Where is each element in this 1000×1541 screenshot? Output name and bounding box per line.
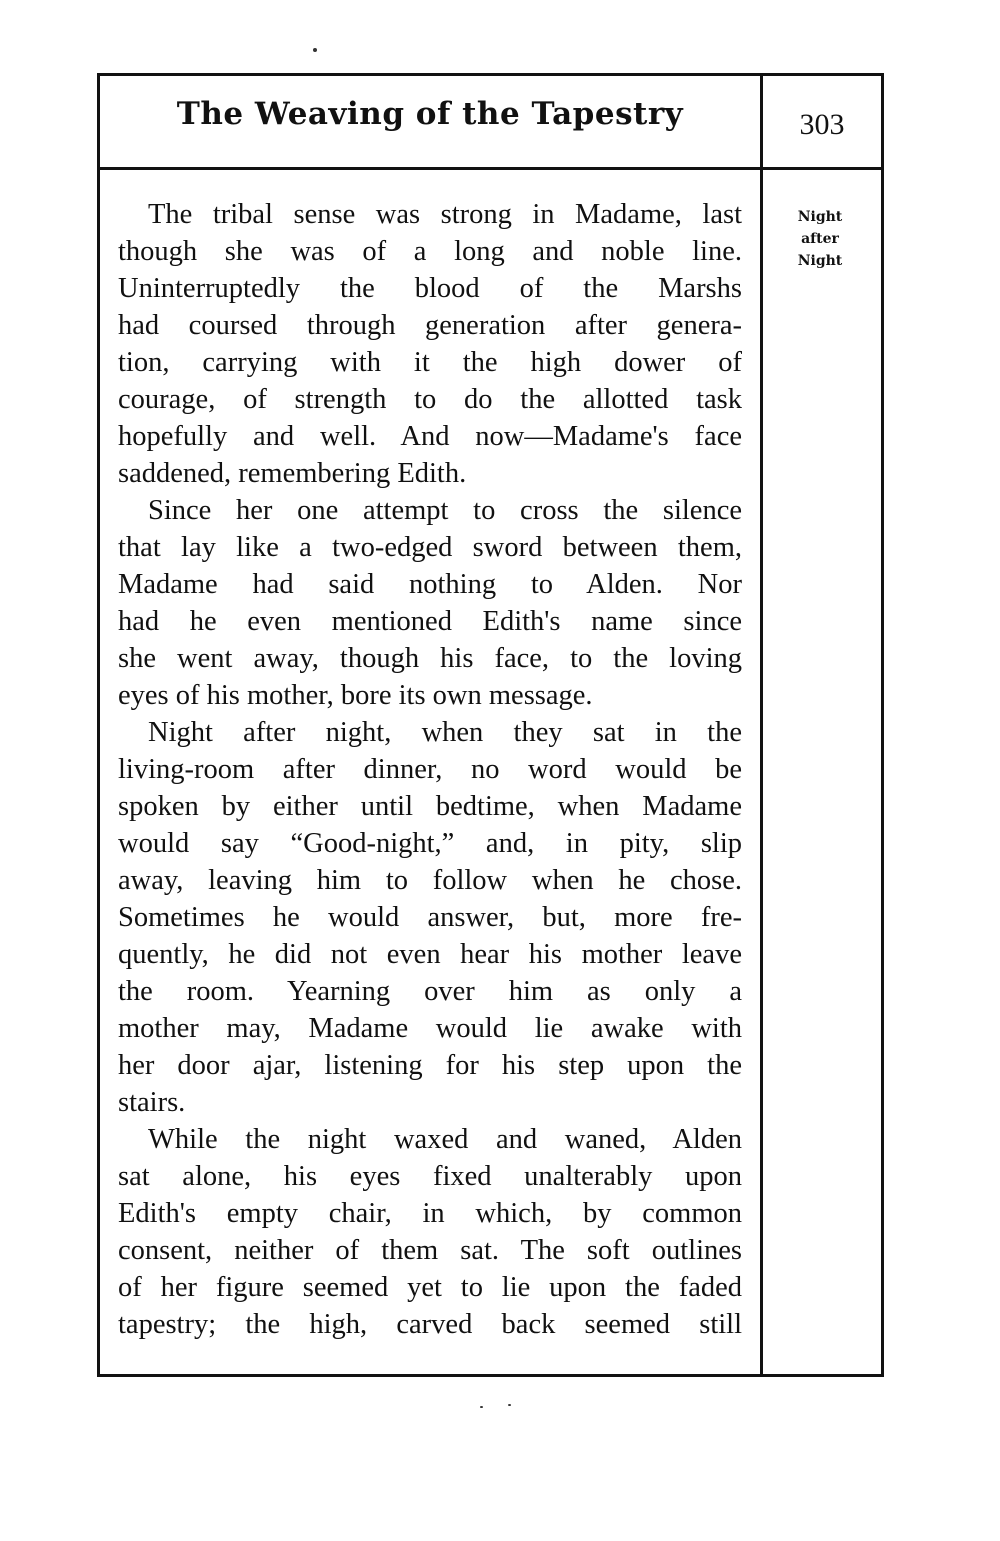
text-line: consent, neither of them sat. The soft outlines: [118, 1235, 742, 1266]
text-line: Night after night, when they sat in the: [148, 717, 742, 748]
margin-note-line: Night: [797, 253, 843, 269]
text-line: had he even mentioned Edith's name since: [118, 606, 742, 637]
margin-column-divider: [760, 73, 763, 1377]
text-line: tion, carrying with it the high dower of: [118, 347, 742, 378]
text-line: eyes of his mother, bore its own message.: [118, 680, 593, 711]
print-speck: [480, 1406, 483, 1408]
text-line: the room. Yearning over him as only a: [118, 976, 742, 1007]
text-line: away, leaving him to follow when he chose.: [118, 865, 742, 896]
margin-note-line: Night: [797, 209, 843, 225]
text-line: living-room after dinner, no word would be: [118, 754, 742, 785]
text-line: The tribal sense was strong in Madame, last: [148, 199, 742, 230]
text-line: quently, he did not even hear his mother leave: [118, 939, 742, 970]
text-line: Since her one attempt to cross the silence: [148, 495, 742, 526]
text-line: though she was of a long and noble line.: [118, 236, 742, 267]
text-line: hopefully and well. And now—Madame's face: [118, 421, 742, 452]
text-line: had coursed through generation after genera-: [118, 310, 742, 341]
text-line: saddened, remembering Edith.: [118, 458, 467, 489]
margin-note-line: after: [801, 231, 839, 247]
text-line: mother may, Madame would lie awake with: [118, 1013, 742, 1044]
text-line: tapestry; the high, carved back seemed still: [118, 1309, 742, 1340]
text-line: Uninterruptedly the blood of the Marshs: [118, 273, 742, 304]
text-line: courage, of strength to do the allotted task: [118, 384, 742, 415]
page-number: 303: [799, 108, 845, 141]
text-line: stairs.: [118, 1087, 186, 1118]
header-divider: [97, 167, 884, 170]
text-line: Edith's empty chair, in which, by common: [118, 1198, 742, 1229]
body-text: [118, 196, 742, 1343]
text-line: her door ajar, listening for his step upon the: [118, 1050, 742, 1081]
margin-note: [770, 206, 870, 272]
text-line: Sometimes he would answer, but, more fre-: [118, 902, 742, 933]
print-speck: [313, 48, 317, 52]
text-line: of her figure seemed yet to lie upon the faded: [118, 1272, 742, 1303]
text-line: she went away, though his face, to the loving: [118, 643, 742, 674]
text-line: sat alone, his eyes fixed unalterably upon: [118, 1161, 742, 1192]
running-title: The Weaving of the Tapestry: [176, 96, 684, 132]
text-line: would say “Good-night,” and, in pity, slip: [118, 828, 742, 859]
text-line: spoken by either until bedtime, when Madame: [118, 791, 742, 822]
text-line: Madame had said nothing to Alden. Nor: [118, 569, 742, 600]
text-line: that lay like a two-edged sword between them,: [118, 532, 742, 563]
text-line: While the night waxed and waned, Alden: [148, 1124, 742, 1155]
print-speck: [508, 1404, 511, 1406]
